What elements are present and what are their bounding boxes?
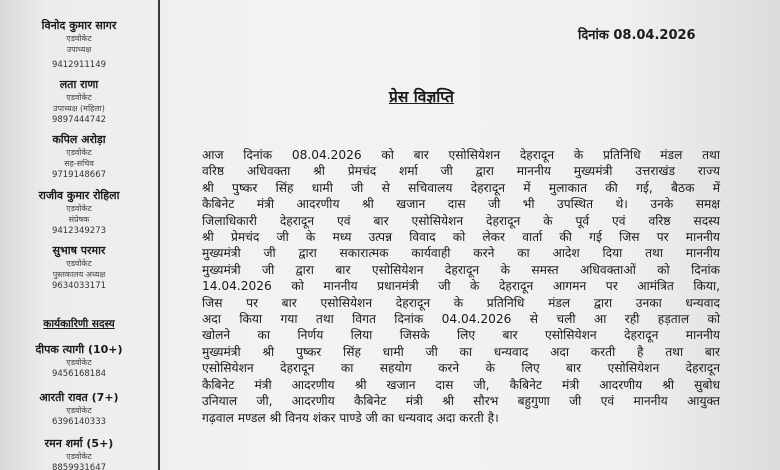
letter-date: दिनांक 08.04.2026	[578, 28, 696, 43]
member-role: उपाध्यक्ष (महिला)	[53, 104, 105, 113]
member-name: राजीव कुमार रोहिला	[38, 189, 120, 202]
body-line: अदा किया गया तथा विगत दिनांक 04.04.2026 से चली आ रही हड़ताल को	[202, 312, 720, 327]
body-line: गढ़वाल मण्डल श्री विनय शंकर पाण्डे जी का धन्यवाद अदा करती है।	[202, 410, 499, 425]
member-phone: 9412911149	[51, 60, 107, 70]
body-line: कैबिनेट मंत्री आदरणीय श्री खजान दास जी, कैबिनेट मंत्री आदरणीय श्री सुबोध	[202, 377, 720, 392]
member-name: रमन शर्मा (5+)	[44, 437, 114, 450]
member-block	[14, 188, 144, 237]
member-phone: 9456168184	[51, 369, 107, 379]
member-block	[14, 132, 144, 181]
body-line: जिस पर बार एसोसियेशन देहरादून के प्रतिनिधि मंडल द्वारा उनका धन्यवाद	[202, 295, 720, 310]
member-block	[14, 243, 144, 292]
press-release-title: प्रेस विज्ञप्ति	[389, 88, 454, 106]
member-role: उपाध्यक्ष	[66, 45, 92, 54]
body-line: मुख्यमंत्री जी द्वारा बार एसोसियेशन देहरादून के समस्त अधिवक्ताओं को दिनांक	[202, 262, 720, 277]
body-line: मुख्यमंत्री श्री पुष्कर सिंह धामी जी का धन्यवाद अदा करती है तथा बार	[202, 344, 720, 359]
member-role: पुस्तकालय अध्यक्ष	[52, 270, 106, 279]
executive-member-block	[14, 342, 144, 380]
member-phone: 9634033171	[51, 281, 107, 291]
executive-member-block	[14, 390, 144, 428]
body-line: एसोसियेशन देहरादून का सहयोग करने के लिए बार एसोसियेशन देहरादून	[202, 361, 720, 376]
member-role: एडवोकेट	[66, 34, 92, 43]
body-line: मुख्यमंत्री जी द्वारा सकारात्मक कार्यवाही करने का आदेश दिया तथा माननीय	[202, 246, 720, 261]
member-role: संप्रेषक	[68, 215, 90, 224]
body-line: वरिष्ठ अधिवक्ता श्री प्रेमचंद शर्मा जी द्वारा माननीय मुख्यमंत्री उत्तराखंड राज्य	[202, 164, 720, 179]
member-name: आरती रावत (7+)	[39, 391, 119, 404]
member-role: एडवोकेट	[66, 452, 92, 461]
member-role: सह-सचिव	[64, 159, 94, 168]
member-name: लता राणा	[59, 78, 99, 91]
member-role: एडवोकेट	[66, 358, 92, 367]
member-role: एडवोकेट	[66, 93, 92, 102]
body-line: जिलाधिकारी देहरादून एवं बार एसोसियेशन देहरादून के पूर्व एवं वरिष्ठ सदस्य	[202, 213, 720, 228]
member-role: एडवोकेट	[66, 204, 92, 213]
executive-member-block	[14, 436, 144, 470]
member-name: दीपक त्यागी (10+)	[35, 343, 123, 356]
body-line: उनियाल जी, आदरणीय कैबिनेट मंत्री श्री सौरभ बहुगुणा जी एवं माननीय आयुक्त	[202, 394, 720, 409]
member-name: कपिल अरोड़ा	[52, 133, 106, 146]
member-role: एडवोकेट	[66, 406, 92, 415]
executive-heading: कार्यकारिणी सदस्य	[43, 318, 115, 330]
body-line: श्री प्रेमचंद जी के मध्य उत्पन्न विवाद को लेकर वार्ता की गई जिस पर माननीय	[202, 230, 720, 245]
member-phone: 9719148667	[51, 170, 107, 180]
member-name: विनोद कुमार सागर	[41, 19, 117, 32]
member-block	[14, 18, 144, 71]
member-phone: 9412349273	[51, 226, 107, 236]
member-phone: 9897444742	[51, 115, 107, 125]
member-role: एडवोकेट	[66, 259, 92, 268]
member-phone: 8859931647	[51, 463, 107, 470]
body-line: कैबिनेट मंत्री आदरणीय श्री खजान दास जी भी उपस्थित थे। उनके समक्ष	[202, 197, 720, 212]
member-phone: 6396140333	[51, 417, 107, 427]
body-line: आज दिनांक 08.04.2026 को बार एसोसियेशन देहरादून के प्रतिनिधि मंडल तथा	[202, 148, 720, 162]
body-line: 14.04.2026 को माननीय प्रधानमंत्री जी के देहरादून आगमन पर आमंत्रित किया,	[202, 279, 720, 294]
body-line: श्री पुष्कर सिंह धामी जी से सचिवालय देहरादून में मुलाकात की गई, बैठक में	[202, 180, 720, 195]
body-line: खोलने का निर्णय लिया जिसके लिए बार एसोसियेशन देहरादून माननीय	[202, 328, 720, 343]
member-block	[14, 77, 144, 126]
sidebar-divider	[158, 0, 160, 470]
member-name: सुभाष परमार	[52, 244, 106, 257]
member-role: एडवोकेट	[66, 148, 92, 157]
press-release-body	[202, 147, 720, 426]
sidebar	[0, 0, 158, 470]
